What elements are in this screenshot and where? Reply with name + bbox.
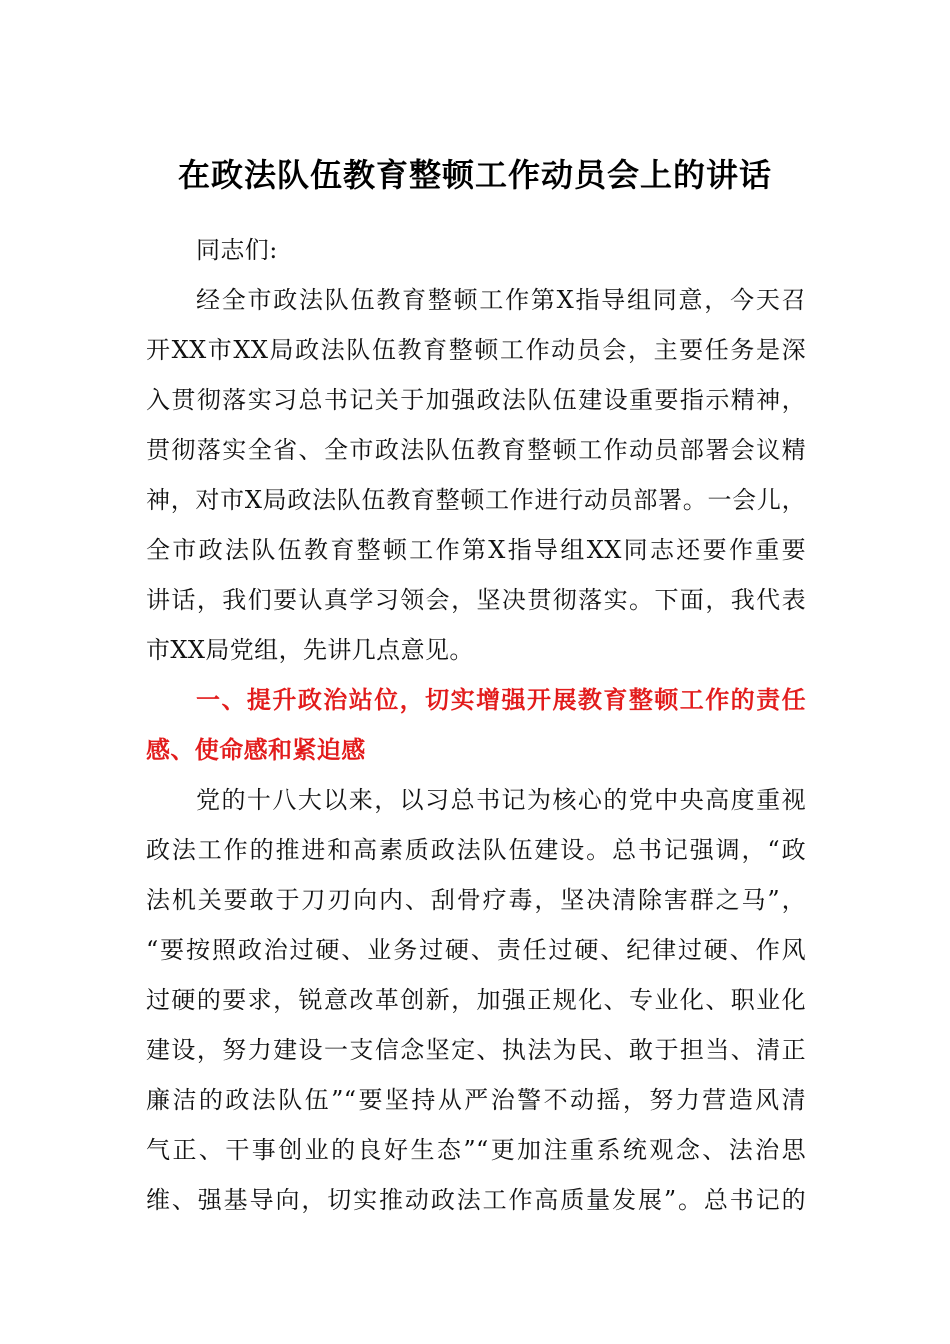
document-title: 在政法队伍教育整顿工作动员会上的讲话 [177, 156, 772, 194]
body-line: 法机关要敢于刀刃向内、刮骨疗毒，坚决清除害群之马”， [146, 886, 806, 914]
salutation: 同志们: [196, 236, 278, 264]
body-line: 党的十八大以来，以习总书记为核心的党中央高度重视 [196, 786, 806, 814]
intro-line: 经全市政法队伍教育整顿工作第X指导组同意，今天召 [196, 286, 806, 314]
body-line: 建设，努力建设一支信念坚定、执法为民、敢于担当、清正 [146, 1036, 806, 1064]
intro-line: 神，对市X局政法队伍教育整顿工作进行动员部署。一会儿， [146, 486, 806, 514]
intro-line: 市XX局党组，先讲几点意见。 [146, 636, 474, 664]
body-line: 气正、干事创业的良好生态”“更加注重系统观念、法治思 [146, 1136, 806, 1164]
body-line: 过硬的要求，锐意改革创新，加强正规化、专业化、职业化 [146, 986, 806, 1014]
section-heading-line: 一、提升政治站位，切实增强开展教育整顿工作的责任 [196, 686, 806, 714]
intro-line: 贯彻落实全省、全市政法队伍教育整顿工作动员部署会议精 [146, 436, 806, 464]
intro-line: 入贯彻落实习总书记关于加强政法队伍建设重要指示精神， [146, 386, 806, 414]
section-heading-line: 感、使命感和紧迫感 [146, 736, 366, 764]
intro-line: 开XX市XX局政法队伍教育整顿工作动员会，主要任务是深 [146, 336, 806, 364]
body-line: 廉洁的政法队伍”“要坚持从严治警不动摇，努力营造风清 [146, 1086, 806, 1114]
body-line: 政法工作的推进和高素质政法队伍建设。总书记强调，“政 [146, 836, 806, 864]
intro-line: 全市政法队伍教育整顿工作第X指导组XX同志还要作重要 [146, 536, 806, 564]
body-line: 维、强基导向，切实推动政法工作高质量发展”。总书记的 [146, 1186, 806, 1214]
body-line: “要按照政治过硬、业务过硬、责任过硬、纪律过硬、作风 [146, 936, 806, 964]
intro-line: 讲话，我们要认真学习领会，坚决贯彻落实。下面，我代表 [146, 586, 806, 614]
